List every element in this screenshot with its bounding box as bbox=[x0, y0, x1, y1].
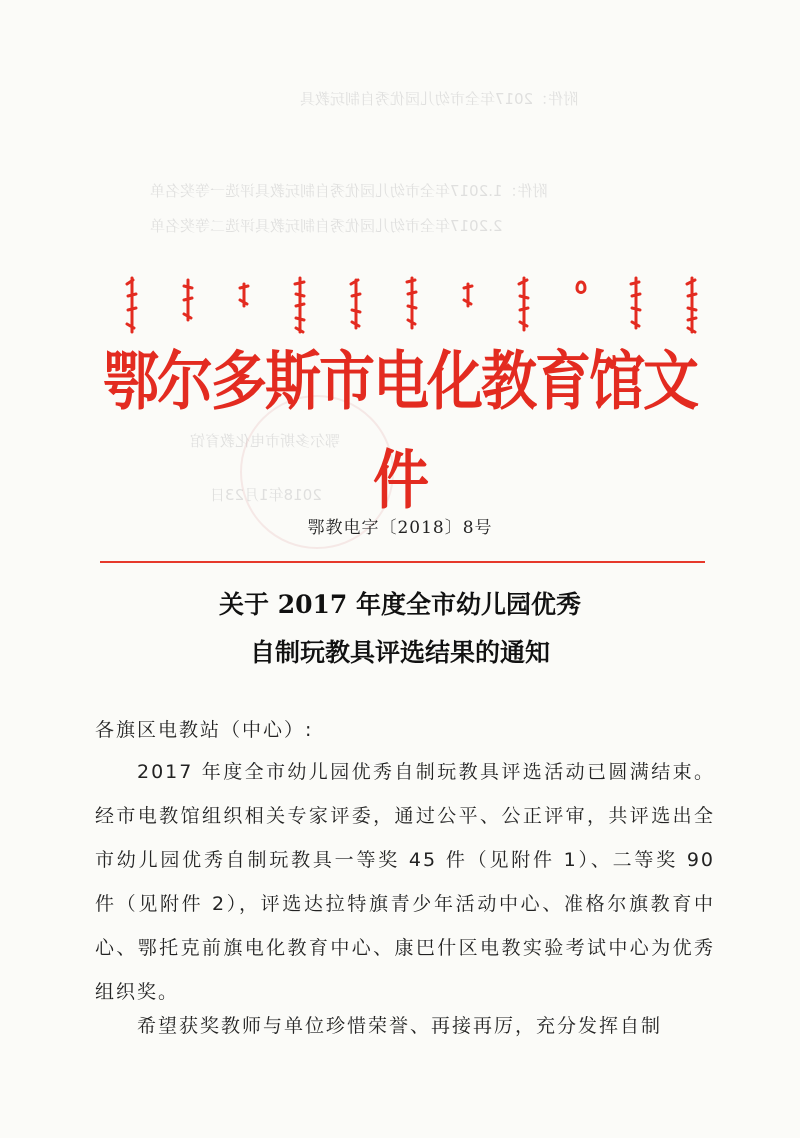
red-divider bbox=[100, 561, 705, 563]
mongolian-glyph bbox=[125, 276, 135, 336]
mongolian-glyph bbox=[293, 276, 303, 336]
org-file-title: 鄂尔多斯市电化教育馆文件 bbox=[103, 345, 697, 519]
mongolian-glyph bbox=[405, 276, 415, 336]
mongolian-glyph bbox=[181, 276, 191, 336]
mongolian-glyph bbox=[685, 276, 695, 336]
bleed-through-text: 2.2017年全市幼儿园优秀自制玩教具评选二等奖名单 bbox=[150, 217, 503, 235]
mongolian-glyph bbox=[349, 276, 359, 336]
mongolian-glyph bbox=[237, 276, 247, 336]
notice-title-line-1: 关于 2017 年度全市幼儿园优秀 bbox=[219, 590, 581, 619]
mongolian-glyph bbox=[461, 276, 471, 336]
salutation: 各旗区电教站（中心）: bbox=[95, 719, 314, 741]
notice-title-line-2: 自制玩教具评选结果的通知 bbox=[249, 638, 550, 667]
bleed-through-text: 附件：2017年全市幼儿园优秀自制玩教具 bbox=[300, 90, 579, 108]
mongolian-glyph bbox=[517, 276, 527, 336]
mongolian-glyph bbox=[573, 276, 583, 336]
document-number: 鄂教电字〔2018〕8号 bbox=[307, 518, 493, 538]
body-paragraph-1: 2017 年度全市幼儿园优秀自制玩教具评选活动已圆满结束。经市电教馆组织相关专家评委，通过公平、公正评审，共评选出全市幼儿园优秀自制玩教具一等奖 45 件（见附件 1）、二等奖 90 件（见附件 2），评选达拉特旗青少年活动中心、准格尔旗教育中心、鄂托克前旗电化教育中心、康巴什区电教实验考试中心为优秀组织奖。 bbox=[95, 761, 715, 1003]
body-paragraph-2: 希望获奖教师与单位珍惜荣誉、再接再厉，充分发挥自制 bbox=[137, 1015, 663, 1037]
mongolian-glyph bbox=[629, 276, 639, 336]
bleed-through-text: 2018年1月23日 bbox=[210, 486, 322, 504]
mongolian-heading bbox=[125, 276, 695, 336]
bleed-through-text: 附件：1.2017年全市幼儿园优秀自制玩教具评选一等奖名单 bbox=[150, 182, 548, 200]
bleed-through-text: 鄂尔多斯市电化教育馆 bbox=[190, 432, 341, 450]
